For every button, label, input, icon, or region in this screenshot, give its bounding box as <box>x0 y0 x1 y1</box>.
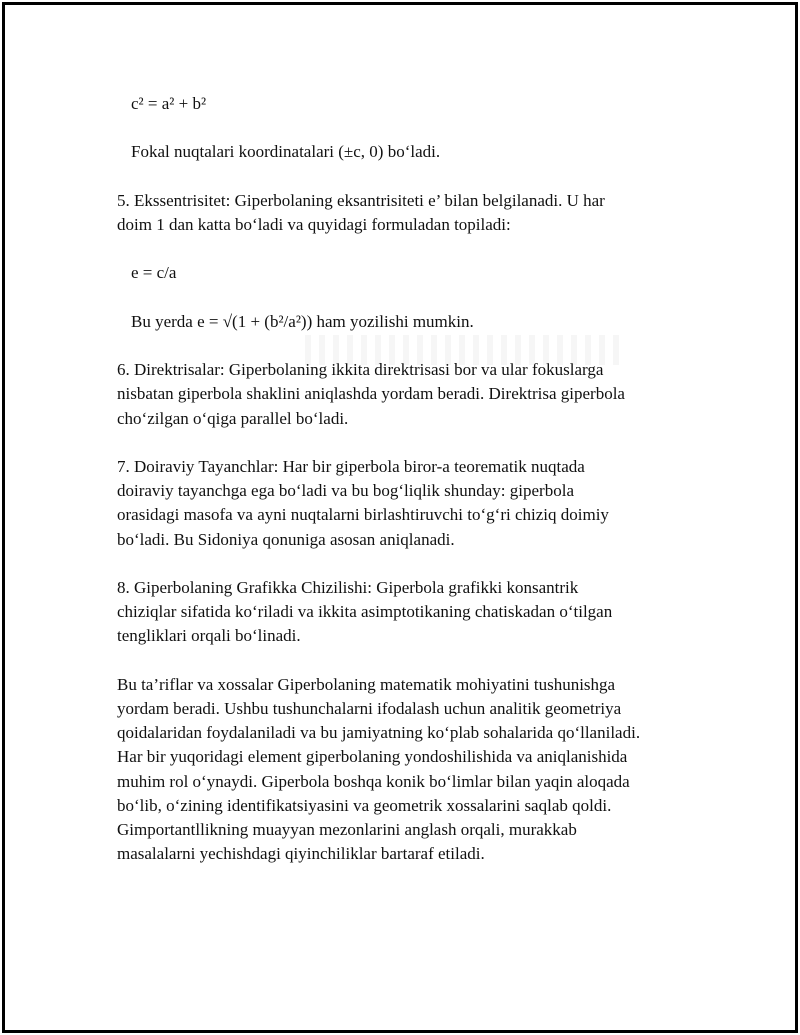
formula-c-squared <box>117 92 697 116</box>
text-line: chiziqlar sifatida ko‘riladi va ikkita asimptotikaning chatiskadan o‘tilgan <box>117 602 613 622</box>
text-line: yordam beradi. Ushbu tushunchalarni ifodalash uchun analitik geometriya <box>117 698 622 718</box>
text-line: Bu ta’riflar va xossalar Giperbolaning matematik mohiyatini tushunishga <box>117 674 616 694</box>
text-line: cho‘zilgan o‘qiga parallel bo‘ladi. <box>117 408 349 428</box>
alt-eccentricity-paragraph <box>117 310 697 334</box>
text-line: doim 1 dan katta bo‘ladi va quyidagi formuladan topiladi: <box>117 214 511 234</box>
text-line: bo‘ladi. Bu Sidoniya qonuniga asosan aniqlanadi. <box>117 529 455 549</box>
text-line: Fokal nuqtalari koordinatalari (±c, 0) bo‘ladi. <box>131 142 441 162</box>
text-line: orasidagi masofa va ayni nuqtalarni birlashtiruvchi to‘g‘ri chiziq doimiy <box>117 505 609 525</box>
text-line: doiraviy tayanchga ega bo‘ladi va bu bog‘liqlik shunday: giperbola <box>117 481 574 501</box>
formula-line: e = c/a <box>131 263 177 283</box>
section-7-circular-supports <box>117 455 697 552</box>
text-line: 7. Doiraviy Tayanchlar: Har bir giperbola biror-a teorematik nuqtada <box>117 456 585 476</box>
text-line: muhim rol o‘ynaydi. Giperbola boshqa konik bo‘limlar bilan yaqin aloqada <box>117 771 630 791</box>
focal-points-paragraph <box>117 140 697 164</box>
text-line: Bu yerda e = √(1 + (b²/a²)) ham yozilishi mumkin. <box>131 311 474 331</box>
formula-eccentricity <box>117 261 697 285</box>
section-5-eccentricity <box>117 189 697 237</box>
text-line: Har bir yuqoridagi element giperbolaning yondoshilishida va aniqlanishida <box>117 747 628 767</box>
conclusion-paragraph <box>117 673 697 867</box>
text-line: tengliklari orqali bo‘linadi. <box>117 626 301 646</box>
section-8-graphing <box>117 576 697 649</box>
text-line: bo‘lib, o‘zining identifikatsiyasini va geometrik xossalarini saqlab qoldi. <box>117 795 612 815</box>
text-line: 8. Giperbolaning Grafikka Chizilishi: Giperbola grafikki konsantrik <box>117 577 579 597</box>
text-line: 6. Direktrisalar: Giperbolaning ikkita direktrisasi bor va ular fokuslarga <box>117 360 604 380</box>
text-line: masalalarni yechishdagi qiyinchiliklar bartaraf etiladi. <box>117 844 485 864</box>
section-6-directrices <box>117 358 697 431</box>
formula-line: c² = a² + b² <box>131 94 207 113</box>
document-body <box>117 92 697 891</box>
text-line: 5. Ekssentrisitet: Giperbolaning eksantrisiteti e’ bilan belgilanadi. U har <box>117 190 605 210</box>
text-line: qoidalaridan foydalaniladi va bu jamiyatning ko‘plab sohalarida qo‘llaniladi. <box>117 723 641 743</box>
text-line: Gimportantllikning muayyan mezonlarini anglash orqali, murakkab <box>117 819 577 839</box>
text-line: nisbatan giperbola shaklini aniqlashda yordam beradi. Direktrisa giperbola <box>117 384 625 404</box>
